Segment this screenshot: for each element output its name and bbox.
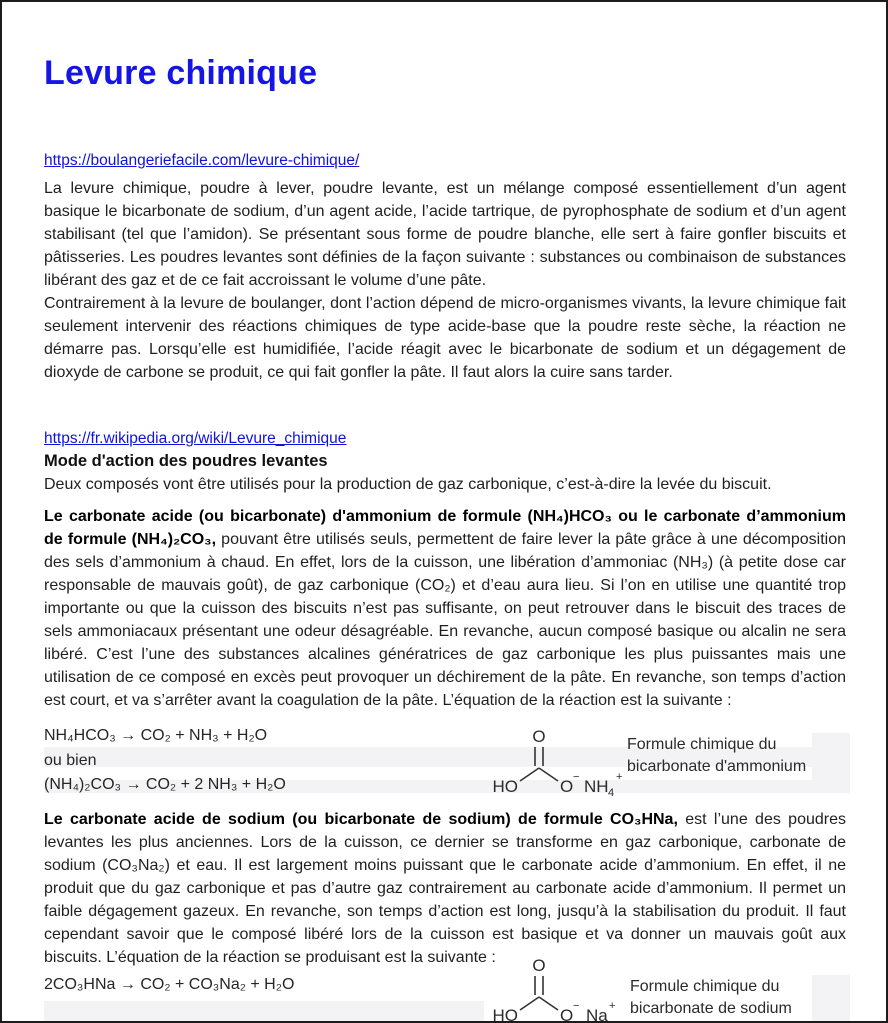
hydroxyl-group: HO [492,777,518,796]
highlight-band [44,1001,484,1023]
sodium-equation-block [44,956,846,1023]
link-row-2 [44,428,846,450]
plus-charge: + [616,771,623,783]
ammonium-equation-block [44,724,846,794]
ammonium-subscript: 4 [608,787,615,796]
sodium-bold-lead: Le carbonate acide de sodium (ou bicarbonate de sodium) de formule CO₃HNa, [44,811,678,828]
bond [520,768,539,781]
section-heading: Mode d'action des poudres levantes [44,452,328,470]
oxygen-anion: O [560,1006,574,1023]
sodium-structure-caption: Formule chimique du bicarbonate de sodium [630,978,792,1017]
intro-paragraphs [44,177,846,384]
ammonium-body: pouvant être utilisés seuls, permettent de faire lever la pâte grâce à une décomposition des sels d’ammonium à chaud. En effet, lors de la cuisson, une libération d’ammoniac (NH₃) (à petite dose car responsable de mauvais goût), de gaz carbonique (CO₂) et d’eau aura lieu. Si l’on en utilise une quantité trop importante ou que la cuisson des biscuits n’est pas suffisante, on peut retrouver dans le biscuit des traces de sels ammoniacaux présentant une odeur désagréable. En revanche, aucun composé basique ou alcalin ne sera libéré. C’est l’une des substances alcalines génératrices de gaz carbonique les plus puissantes mais une utilisation de ce composé en excès peut provoquer un déchirement de la pâte. En revanche, son temps d’action est court, et va s’arrêter avant la coagulation de la pâte. L’équation de la réaction est la suivante : [44,531,846,709]
wikipedia-link[interactable]: https://fr.wikipedia.org/wiki/Levure_chimique [44,430,347,447]
ammonium-structure-caption: Formule chimique du bicarbonate d'ammonium [627,736,807,775]
intro-sentence: Deux composés vont être utilisés pour la production de gaz carbonique, c’est-à-dire la levée du biscuit. [44,476,772,493]
oxygen-atom: O [532,727,546,746]
paragraph-sodium [44,808,846,969]
sodium-ion: Na [586,1006,608,1023]
paragraph-definition: La levure chimique, poudre à lever, poudre levante, est un mélange composé essentiellement d’un agent basique le bicarbonate de sodium, d’un agent acide, l’acide tartrique, de pyrophosphate de sodium et d’un agent stabilisant (tel que l’amidon). Se présentant sous forme de poudre blanche, elle sert à faire gonfler biscuits et pâtisseries. Les poudres levantes sont définies de la façon suivante : substances ou combinaison de substances libérant des gaz et de ce fait accroissant le volume d’une pâte. [44,180,846,289]
bond [539,997,558,1010]
equation-or-label: ou bien [44,751,97,769]
equation-nh42co3: (NH₄)₂CO₃ → CO₂ + 2 NH₃ + H₂O [44,776,286,793]
boulangeriefacile-link[interactable]: https://boulangeriefacile.com/levure-chimique/ [44,152,360,169]
minus-charge: − [573,1000,580,1012]
bicarbonate-ammonium-structure [488,724,628,796]
paragraph-ammonium [44,505,846,712]
link-row-1 [44,150,846,172]
oxygen-atom: O [532,956,546,975]
equation-2co3hna: 2CO₃HNa → CO₂ + CO₃Na₂ + H₂O [44,976,295,993]
plus-charge: + [609,1000,616,1012]
bond [539,768,558,781]
paragraph-mechanism: Contrairement à la levure de boulanger, dont l’action dépend de micro-organismes vivants, la levure chimique fait seulement intervenir des réactions chimiques de type acide-base que la poudre reste sèche, la réaction ne démarre pas. Lorsqu’elle est humidifiée, l’acide réagit avec le bicarbonate de sodium et un dégagement de dioxyde de carbone se produit, ce qui fait gonfler la pâte. Il faut alors la cuire sans tarder. [44,295,846,381]
ammonium-bold-lead: Le carbonate acide (ou bicarbonate) d'ammonium de formule (NH₄)HCO₃ ou le carbonate d’ammonium de formule (NH₄)₂CO₃, [44,508,846,548]
ammonium-ion: NH [584,777,609,796]
hydroxyl-group: HO [492,1006,518,1023]
minus-charge: − [573,771,580,783]
page-title: Levure chimique [44,54,318,92]
bicarbonate-sodium-structure [488,953,628,1023]
bond [520,997,539,1010]
sodium-body: est l’une des poudres levantes les plus anciennes. Lors de la cuisson, ce dernier se transforme en gaz carbonique, carbonate de sodium (CO₃Na₂) et eau. Il est largement moins puissant que le carbonate acide d’ammonium. En effet, il ne produit que du gaz carbonique et pas d’autre gaz contrairement au carbonate acide d’ammonium. Il permet un faible dégagement gazeux. En revanche, son temps d’action est long, jusqu’à la stabilisation du produit. Il faut cependant savoir que le composé libéré lors de la cuisson est basique et va donner un mauvais goût aux biscuits. L’équation de la réaction se produisant est la suivante : [44,811,846,966]
oxygen-anion: O [560,777,574,796]
equation-nh4hco3: NH₄HCO₃ → CO₂ + NH₃ + H₂O [44,727,268,744]
